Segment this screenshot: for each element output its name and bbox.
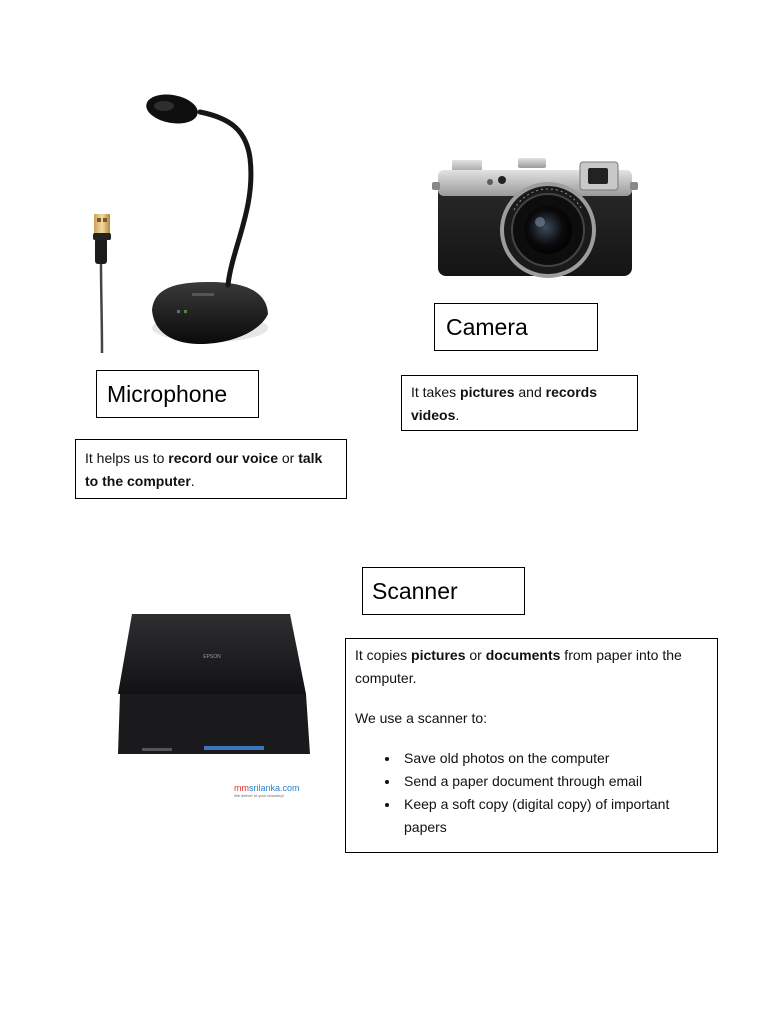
scanner-uses-intro: We use a scanner to: [355,710,488,726]
scanner-desc-sentence [355,644,708,690]
list-item: • Send a paper document through email [400,770,708,793]
watermark-logo [234,784,314,798]
scanner-brand-label: EPSON [203,654,221,660]
microphone-image [80,88,280,353]
scan-desc-post: from paper into the computer. [355,647,682,686]
microphone-description [75,439,347,499]
watermark-brand-a: mm [234,783,249,793]
scanner-image [112,608,312,808]
mic-desc-bold-1: record our voice [168,450,278,466]
mic-desc-pre: It helps us to [85,450,169,466]
microphone-title-box [96,370,259,418]
scan-desc-bold-2: documents [485,647,561,663]
scan-desc-pre: It copies [355,647,412,663]
scanner-title-box [362,567,525,615]
scanner-description [345,638,718,853]
scanner-uses-list [355,747,708,839]
cam-desc-post: . [455,407,460,423]
watermark-brand-b: srilanka.com [249,783,300,793]
camera-title-box [434,303,598,351]
mic-desc-post: . [190,473,195,489]
camera-title: Camera [446,314,528,340]
mic-desc-bold-2: talk to the computer [85,450,323,489]
scanner-title: Scanner [372,578,458,604]
cam-desc-pre: It takes [411,384,461,400]
cam-desc-mid: and [514,384,546,400]
mic-desc-mid: or [277,450,299,466]
cam-desc-bold-1: pictures [460,384,515,400]
microphone-title: Microphone [107,381,228,407]
scan-desc-bold-1: pictures [411,647,466,663]
list-item: • Keep a soft copy (digital copy) of important papers [400,793,708,839]
camera-image [430,150,640,280]
scan-desc-mid: or [465,647,486,663]
watermark-tagline: We deliver to your doorstep! [234,793,284,798]
camera-description [401,375,638,431]
list-item: • Save old photos on the computer [400,747,708,770]
cam-desc-bold-2: records videos [411,384,597,423]
